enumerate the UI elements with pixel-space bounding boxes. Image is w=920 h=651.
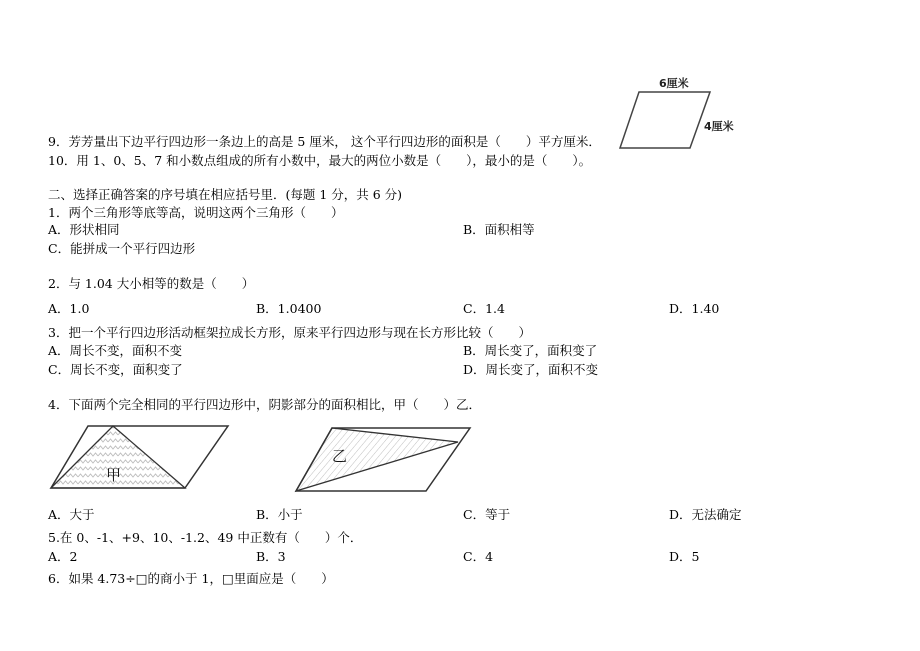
question-1-stem: 1．两个三角形等底等高，说明这两个三角形（ ）: [48, 205, 344, 220]
question-4-option-a: A．大于: [48, 507, 95, 522]
question-3-option-a: A．周长不变，面积不变: [48, 343, 183, 358]
question-2-option-a: A．1.0: [48, 301, 90, 316]
question-3-stem: 3．把一个平行四边形活动框架拉成长方形，原来平行四边形与现在长方形比较（ ）: [48, 325, 531, 340]
q4-figure-yi: [288, 424, 478, 494]
question-2-option-d: D．1.40: [669, 301, 720, 316]
question-4-option-d: D．无法确定: [669, 507, 742, 522]
question-6-stem: 6．如果 4.73÷□的商小于 1，□里面应是（ ）: [48, 571, 334, 586]
q9-top-label: 6厘米: [659, 77, 689, 90]
question-10: 10．用 1、0、5、7 和小数点组成的所有小数中，最大的两位小数是（ ），最小的是（ ）。: [48, 153, 592, 168]
question-5-stem: 5.在 0、-1、+9、10、-1.2、49 中正数有（ ）个．: [48, 530, 363, 545]
q4-figure-jia: [48, 424, 238, 494]
question-2-stem: 2．与 1.04 大小相等的数是（ ）: [48, 276, 255, 291]
question-4-option-c: C．等于: [463, 507, 511, 522]
question-9: 9．芳芳量出下边平行四边形一条边上的高是 5 厘米， 这个平行四边形的面积是（ ）平方厘米．: [48, 134, 601, 149]
q4-yi-shaded-triangle: [296, 428, 458, 491]
q4-yi-label: 乙: [332, 447, 348, 465]
question-3-option-b: B．周长变了，面积变了: [463, 343, 598, 358]
question-2-option-c: C．1.4: [463, 301, 505, 316]
question-5-option-b: B．3: [256, 549, 286, 564]
section-2-heading: 二、选择正确答案的序号填在相应括号里．(每题 1 分，共 6 分): [48, 187, 403, 202]
question-3-option-d: D．周长变了，面积不变: [463, 362, 599, 377]
question-1-option-b: B．面积相等: [463, 222, 535, 237]
q9-parallelogram: [620, 92, 710, 148]
question-4-stem: 4．下面两个完全相同的平行四边形中，阴影部分的面积相比，甲（ ）乙．: [48, 397, 481, 412]
question-1-option-a: A．形状相同: [48, 222, 120, 237]
question-4-option-b: B．小于: [256, 507, 303, 522]
question-5-option-c: C．4: [463, 549, 494, 564]
question-5-option-d: D．5: [669, 549, 700, 564]
q4-jia-label: 甲: [106, 466, 122, 484]
question-1-option-c: C．能拼成一个平行四边形: [48, 241, 196, 256]
q9-parallelogram-figure: [615, 72, 745, 152]
q9-side-label: 4厘米: [704, 120, 734, 133]
question-2-option-b: B．1.0400: [256, 301, 322, 316]
question-5-option-a: A．2: [48, 549, 78, 564]
question-3-option-c: C．周长不变，面积变了: [48, 362, 183, 377]
